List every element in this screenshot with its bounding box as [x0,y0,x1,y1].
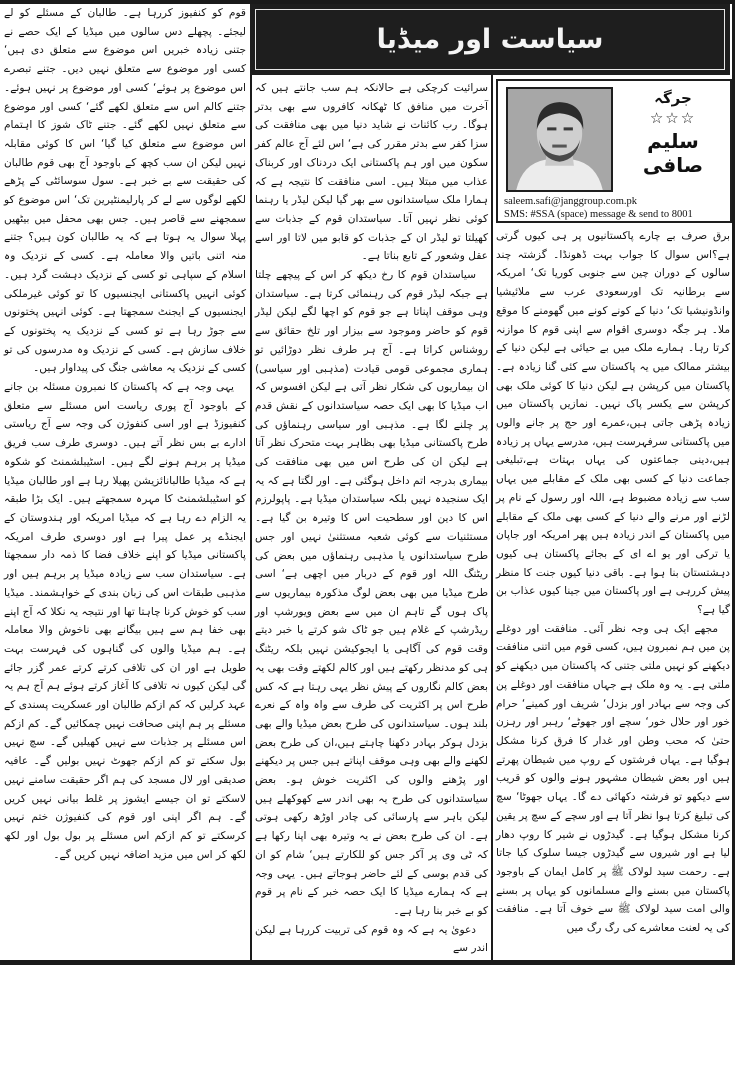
left-column-wrap [0,4,250,960]
author-contact [504,195,693,221]
article-title: سیاست اور میڈیا [376,24,604,55]
right-column-wrap [491,4,735,960]
paragraph: برق صرف بے چارے پاکستانیوں پر ہی کیوں گرتی ہے؟اس سوال کا جواب بہت ڈھونڈا۔ گزشتہ چند سالوں کے دوران چین سے جنوبی کوریا تک‘ امریکہ سے برطانیہ تک اورسعودی عرب سے ملائیشیا وانڈونیشیا تک‘ دنیا کے کونے کونے میں گھومنے کا موقع ملا۔ ہر جگہ دوسری اقوام سے اپنی قوم کا موازنہ کرتا رہا۔ ہمارے ملک میں بے حیائی ہے لیکن دنیا کے بیشتر ممالک میں یہ پاکستان سے کئی گنا زیادہ ہے۔ پاکستان میں کرپشن ہے لیکن دنیا کا کوئی ملک بھی کرپشن سے یکسر پاک نہیں۔ نمازیں پاکستان میں زیادہ پڑھی جاتی ہیں،عمرے اور حج پر جانے والوں میں پاکستانی سرفہرست ہیں، مدرسے یہاں پر زیادہ ہیں،دینی جماعتوں کی یہاں بہتات ہے،تبلیغی جماعت دنیا کے کسی بھی ملک کے مقابلے میں یہاں سب سے زیادہ مضبوط ہے، اللہ اور رسول کے نام پر لڑنے اور مرنے والے دنیا کے کسی بھی ملک کے مقابلے میں پاکستان کے اندر زیادہ ہیں پھر امریکہ اور جاپان یا ترکی اور یو اے ای کے بجائے پاکستان ہی کیوں دہشتستان بنا ہوا ہے۔ باقی دنیا کیوں جنت کا منظر پیش کررہی ہے اور پاکستان میں جینا کیوں عذاب بن گیا ہے؟ [496,230,730,617]
paragraph: سرائیت کرچکی ہے حالانکہ ہم سب جانتے ہیں کہ آخرت میں منافق کا ٹھکانہ کافروں سے بھی بدتر ہوگا۔ رب کائنات نے شاید دنیا میں بھی منافقت کی سزا کفر سے بدتر مقرر کی ہے‘ اس لئے آج عالم کفر سکون میں اور ہم پاکستانی ایک دردناک اور کربناک عذاب میں مبتلا ہیں۔ اسی منافقت کا نتیجہ ہے کہ ہمارا ملک سیاستدانوں سے بھر گیا لیکن لیڈر یا رہنما کوئی نظر نہیں آتا۔ سیاستدان قوم کے جذبات سے کھیلتا تو لیڈر ان کے جذبات کو قابو میں لاتا اور اسے عقل وشعور کے تابع بناتا ہے۔ [255,82,488,263]
author-sms: SMS: #SSA (space) message & send to 8001 [504,209,693,220]
author-portrait-icon [508,89,611,190]
paragraph: یہی وجہ ہے کہ پاکستان کا نمبرون مسئلہ بن جانے کے باوجود آج پوری ریاست اس مسئلے سے متعلق کنفیوزڈ ہے اور اسی کنفوژن کی وجہ سے آج ریاستی ادارے بے بس نظر آتے ہیں۔ دوسری طرف سب فریق میڈیا پر برہم ہونے لگے ہیں۔ اسٹیبلشمنٹ کو شکوہ ہے کہ میڈیا طالبانائزیشن پھیلا رہا ہے اور طالبان میڈیا کو اسٹیبلشمنٹ کا مہرہ سمجھتے ہیں۔ ایک بڑا طبقہ یہ الزام دے رہا ہے کہ میڈیا امریکہ اور ہندوستان کے ایجنڈے پر عمل پیرا ہے اور دوسری طرف امریکہ پاکستانی میڈیا کو اپنے خلاف فضا کا ذمہ دار سمجھتا ہے۔ سیاستدان سب سے زیادہ میڈیا پر برہم ہیں اور مذہبی طبقات اس کی زبان بندی کے خواہشمند۔ میڈیا سب کو خوش کرنا چاہتا تھا اور نتیجہ یہ نکلا کہ آج اپنے بھی خفا ہم سے ہیں بیگانے بھی ناخوش والا معاملہ ہے۔ ہم میڈیا والوں کی گناہوں کی فہرست بہت طویل ہے اور ان کی تلافی کرتے کرتے عمر گزر جائے گی لیکن کیوں نہ تلافی کا آغاز کرتے ہوئے ہم آج ہم یہ عہد کرلیں کہ کم ازکم طالبان اور عسکریت پسندی کے مسئلے پر ہم اپنی صحافت نہیں چمکائیں گے۔ کم ازکم اس مسئلے پر جذبات سے نہیں کھیلیں گے۔ سچ نہیں بول سکتے تو کم ازکم جھوٹ نہیں بولیں گے۔ عافیہ صدیقی اور لال مسجد کی ہم اگر حقیقت سامنے نہیں لاسکتے تو ان جیسے ایشوز پر غلط بیانی نہیں کریں گے۔ ہم اگر اپنی اور قوم کی کنفیوژن ختم نہیں کرسکتے تو کم ازکم اس مسئلے پر بول بول اور لکھ لکھ کر اس میں مزید اضافہ نہیں کریں گے۔ [4,381,246,861]
author-meta [623,89,723,177]
author-box [496,79,732,223]
author-name: سلیم صافی [642,129,704,177]
article-column-middle [255,79,488,958]
middle-column-wrap [250,4,491,960]
author-email[interactable]: saleem.safi@janggroup.com.pk [504,196,638,207]
paragraph: دعویٰ یہ ہے کہ وہ قوم کی تربیت کررہا ہے لیکن اندر سے [255,923,488,955]
stars-icon: ☆☆☆ [649,109,697,127]
paragraph: قوم کو کنفیوز کررہا ہے۔ طالبان کے مسئلے کو لے لیجئے۔ پچھلے دس سالوں میں میڈیا کے ایک حصے نے جتنی زیادہ خبریں اس موضوع سے متعلق دی ہیں‘ کسی اور موضوع سے متعلق نہیں دیں۔ جتنے تبصرے اس موضوع پر ہوئے‘ کسی اور موضوع پر نہیں ہوئے۔ جتنے کالم اس سے متعلق لکھے گئے‘ کسی اور موضوع سے متعلق نہیں لکھے گئے۔ جتنے ٹاک شوز کا اہتمام اس موضوع سے متعلق کیا گیا‘ اس کا کوئی مقابلہ نہیں لیکن ان سب کچھ کے باوجود آج بھی قوم طالبان کی حقیقت سے بے خبر ہے۔ سول سوسائٹی کے پڑھے لکھے لوگوں سے لے کر پارلیمنٹیرین تک‘ اس موضوع کو سمجھنے سے قاصر ہیں۔ جس بھی محفل میں بیٹھیں پہلا سوال یہ ہوتا ہے کہ یہ طالبان کون ہیں؟ جتنے منہ اتنی باتیں والا معاملہ ہے۔ کسی کے نزدیک وہ اسلام کے سپاہی تو کسی کے نزدیک دہشت گرد ہیں۔ کوئی انہیں پاکستانی ایجنسیوں کا تو کوئی غیرملکی ایجنسیوں کے ایجنٹ سمجھتا ہے۔ کوئی انہیں پختونوں سے جوڑ رہا ہے تو کسی کے نزدیک یہ پختونوں کے خلاف سازش ہے۔ کسی کے نزدیک وہ مدرسوں کی تو کسی کے نزدیک یہ معاشی جنگ کی پیداوار ہیں۔ [4,7,246,375]
article-column-right [496,227,730,938]
column-header-banner [250,4,730,75]
column-name: جرگہ [654,89,692,107]
paragraph: سیاستدان قوم کا رخ دیکھ کر اس کے پیچھے چلتا ہے جبکہ لیڈر قوم کی رہنمائی کرتا ہے۔ سیاستدان وہی موقف اپناتا ہے جو قوم کو اچھا لگے لیکن لیڈر قوم کو حاضر وموجود سے بیزار اور تلخ حقائق سے روشناس کراتا ہے۔ آج ہر طرف نظر دوڑائیں تو ہماری مجموعی قومی قیادت (مذہبی اور سیاسی) ان بیماریوں کی شکار نظر آتی ہے لیکن افسوس کہ اب میڈیا کا بھی ایک حصہ سیاستدانوں کے نقش قدم پر چلنے لگا ہے۔ مذہبی اور سیاسی رہنماؤں کی طرح پاکستانی میڈیا بھی بظاہر بہت متحرک نظر آتا ہے لیکن ان کی طرح اس میں بھی منافقت کی بیماری بدرجہ اتم داخل ہوگئی ہے۔ اور لگتا ہے کہ یہ ایک سنجیدہ نہیں بلکہ سیاستدان میڈیا ہے۔ پاپولرزم اس کا دین اور سطحیت اس کا وتیرہ بن گیا ہے۔ مستثنیات سے کوئی شعبہ مستثنیٰ نہیں اور جس طرح سیاستدانوں یا مذہبی رہنماؤں میں بعض کی ریٹنگ اللہ اور قوم کے دربار میں اچھی ہے‘ اسی طرح میڈیا میں بھی بعض لوگ مذکورہ بیماریوں سے پاک ہوں گے تاہم ان میں سے بعض ویورشپ اور ریڈرشپ کے غلام ہیں جو ٹاک شو کرتے یا خبر دیتے وقت قوم کی آگاہی یا ایجوکیشن نہیں بلکہ ریٹنگ ہی کو مدنظر رکھتے ہیں اور کالم لکھتے وقت بھی یہ بعض کالم نگاروں کے پیش نظر یہی رہتا ہے کہ کس طرح اس پر اکثریت کی طرف سے واہ واہ کے نعرے بلند ہوں۔ سیاستدانوں کی طرح بعض میڈیا والے بھی بزدل ہوکر بہادر دکھنا چاہتے ہیں،ان کی طرح بعض لکھنے والے بھی وہی موقف اپناتے ہیں جس پر دیکھنے اور پڑھنے والوں کی اکثریت خوش ہو۔ بعض سیاستدانوں کی طرح یہ بھی اندر سے کھوکھلے ہیں لیکن باہر سے پارسائی کی چادر اوڑھ رکھی ہوتی ہے۔ ان کی طرح بعض نے یہ وتیرہ بھی اپنا رکھا ہے کہ ٹی وی پر آکر جس کو للکارتے ہیں‘ شام کو ان کی قدم بوسی کے لئے حاضر ہوجاتے ہیں۔ یہی وجہ ہے کہ ہمارے میڈیا کا ایک حصہ خبر کے نام پر قوم کو بے خبر بنا رہا ہے۔ [254,269,488,917]
author-photo [506,87,613,192]
header-inner-border [255,9,725,70]
article-column-left [4,4,246,864]
paragraph: مجھے ایک ہی وجہ نظر آئی۔ منافقت اور دوغلے پن میں ہم نمبرون ہیں، کسی قوم میں اتنی منافقت دیکھنے کو نہیں ملتی جتنی کہ پاکستان میں دیکھنے کو ملتی ہے۔ یہ وہ ملک ہے جہاں منافقت اور دوغلے پن کی وجہ سے بہادر اور بزدل‘ شریف اور کمینے‘ حرام خور اور حلال خور‘ سچے اور جھوٹے‘ رہبر اور رہزن حتیٰ کہ محب وطن اور غدار کا فرق کرنا مشکل ہوگیا ہے۔ یہاں فرشتوں کے روپ میں شیطان پھرتے ہیں اور بعض شیطان مشہور ہونے والوں کو قریب سے دیکھو تو فرشتہ دکھائی دے گا۔ یہاں جھوٹا‘ سچ کی تبلیغ کرتا ہوا نظر آتا ہے اور سچے کے سچ پر یقین کرنا مشکل ہوگیا ہے۔ گیدڑوں نے شیر کا روپ دھار لیا ہے اور شیروں سے گیدڑوں جیسا سلوک کیا جاتا ہے۔ رحمت سید لولاک ﷺ پر کامل ایمان کے باوجود پاکستان میں بسنے والے مسلمانوں کو یہاں پر بسنے والی امت سید لولاک ﷺ سے خوف آتا ہے۔ منافقت کی یہ لعنت معاشرے کی رگ رگ میں [496,622,730,935]
